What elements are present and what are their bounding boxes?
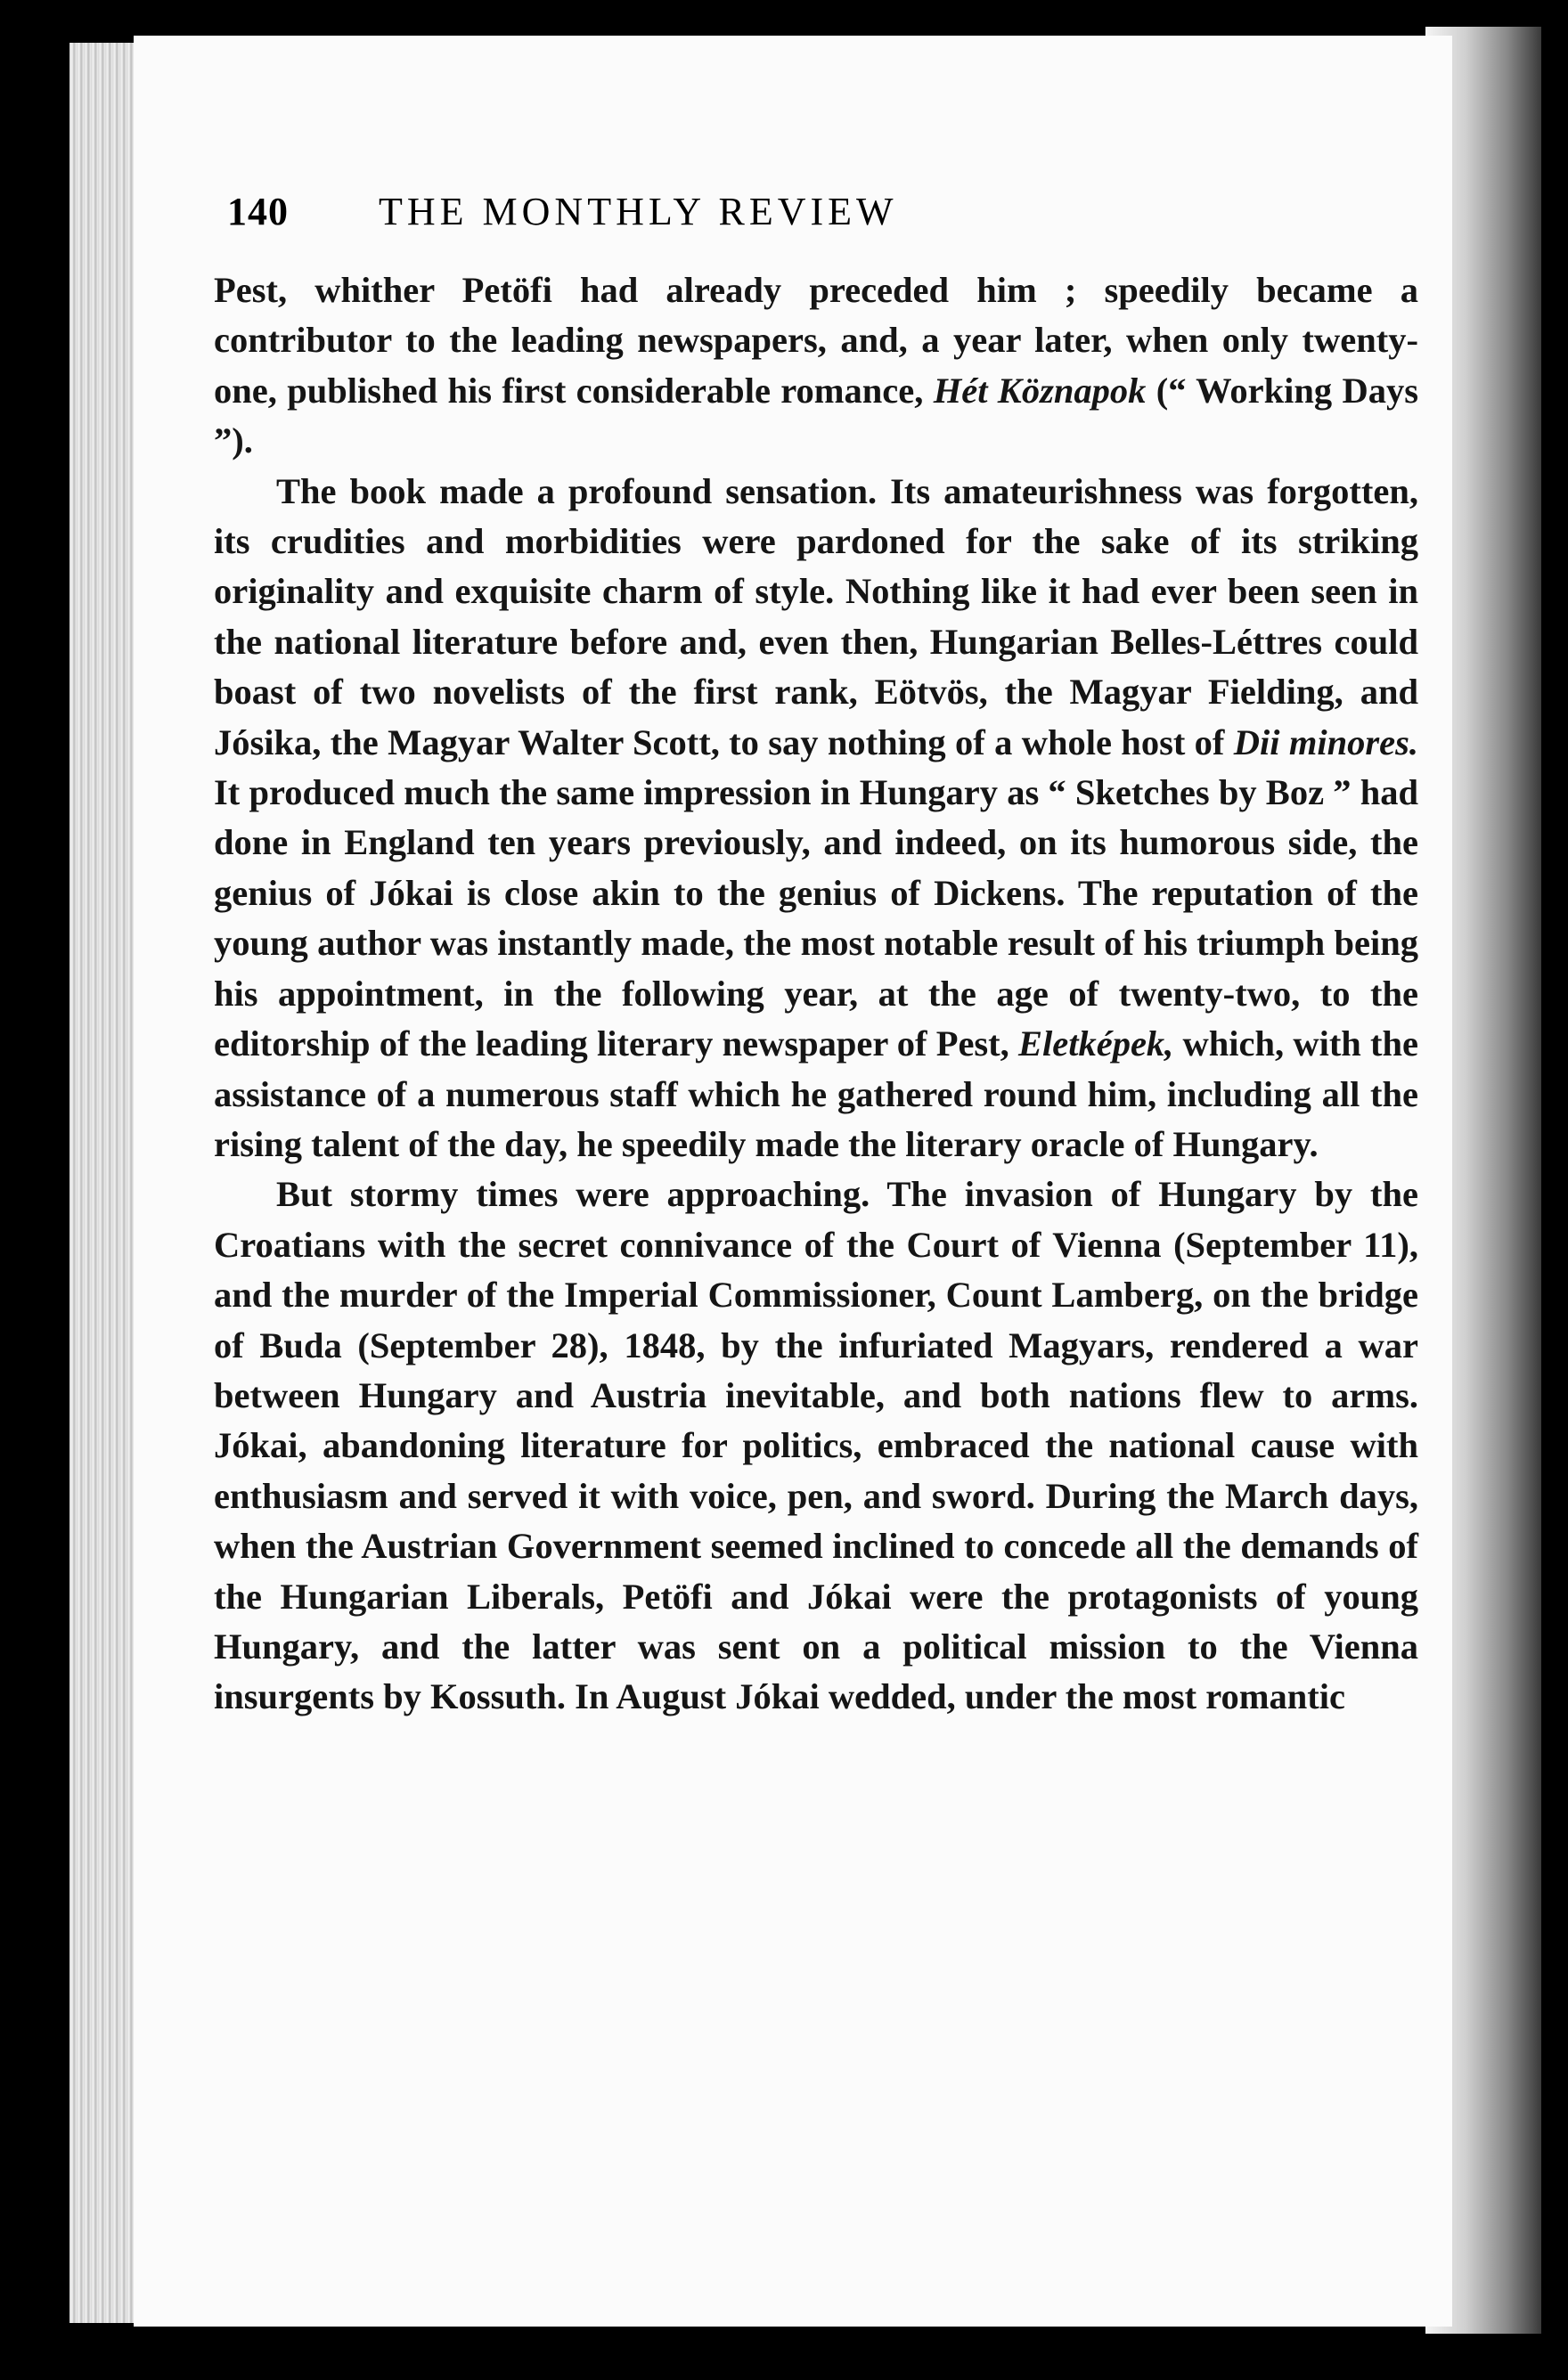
page-header <box>227 189 1189 251</box>
paragraph-2-text-1: The book made a profound sensation. Its amateurishness was forgotten, its crudities and morbidities were pardoned for the sake of its striking originality and exquisite charm of style. Nothing like it had ever been seen in the national literature before and, even then, Hungarian Belles-Léttres could boast of two novelists of the first rank, Eötvös, the Magyar Fielding, and Jósika, the Magyar Walter Scott, to say nothing of a whole host of <box>214 470 1418 762</box>
paragraph-3-text-1: But stormy times were approaching. The invasion of Hungary by the Croatians with the secret connivance of the Court of Vienna (September 11), and the murder of the Imperial Commissioner, Count Lamberg, on the bridge of Buda (September 28), 1848, by the infuriated Magyars, rendered a war between Hungary and Austria inevitable, and both nations flew to arms. Jókai, abandoning literature for politics, embraced the national cause with enthusiasm and served it with voice, pen, and sword. During the March days, when the Austrian Government seemed inclined to concede all the demands of the Hungarian Liberals, Petöfi and Jókai were the protagonists of young Hungary, and the latter was sent on a political mission to the Vienna insurgents by Kossuth. In August Jókai wedded, under the most romantic <box>214 1174 1418 1717</box>
body-text <box>214 265 1418 1723</box>
page-number: 140 <box>227 190 289 233</box>
paragraph-1-title-het-koznapok: Hét Köznapok <box>933 370 1147 411</box>
paragraph-2-text-3: which, with the assistance of a numerous staff which he gathered round him, including all the rising talent of the day, he speedily made the literary oracle of Hungary. <box>214 1023 1418 1164</box>
paragraph-2 <box>214 467 1418 1170</box>
paragraph-3 <box>214 1170 1418 1722</box>
paragraph-1 <box>214 265 1418 467</box>
paragraph-2-title-eletkepek: Eletképek, <box>1017 1023 1174 1064</box>
paragraph-2-italic-dii-minores: Dii minores. <box>1233 721 1418 762</box>
paragraph-2-text-2: It produced much the same impression in Hungary as “ Sketches by Boz ” had done in England ten years previously, and indeed, on its humorous side, the genius of Jókai is close akin to the genius of Dickens. The reputation of the young author was instantly made, the most notable result of his triumph being his appointment, in the following year, at the age of twenty-two, to the editorship of the leading literary newspaper of Pest, <box>214 772 1418 1064</box>
running-title: THE MONTHLY REVIEW <box>379 190 898 233</box>
paragraph-1-text-1: Pest, whither Petöfi had already preceded him ; speedily became a contributor to the leading newspapers, and, a year later, when only twenty-one, published his first considerable romance, <box>214 270 1418 411</box>
paragraph-1-text-2: (“ Working Days ”). <box>214 370 1418 461</box>
